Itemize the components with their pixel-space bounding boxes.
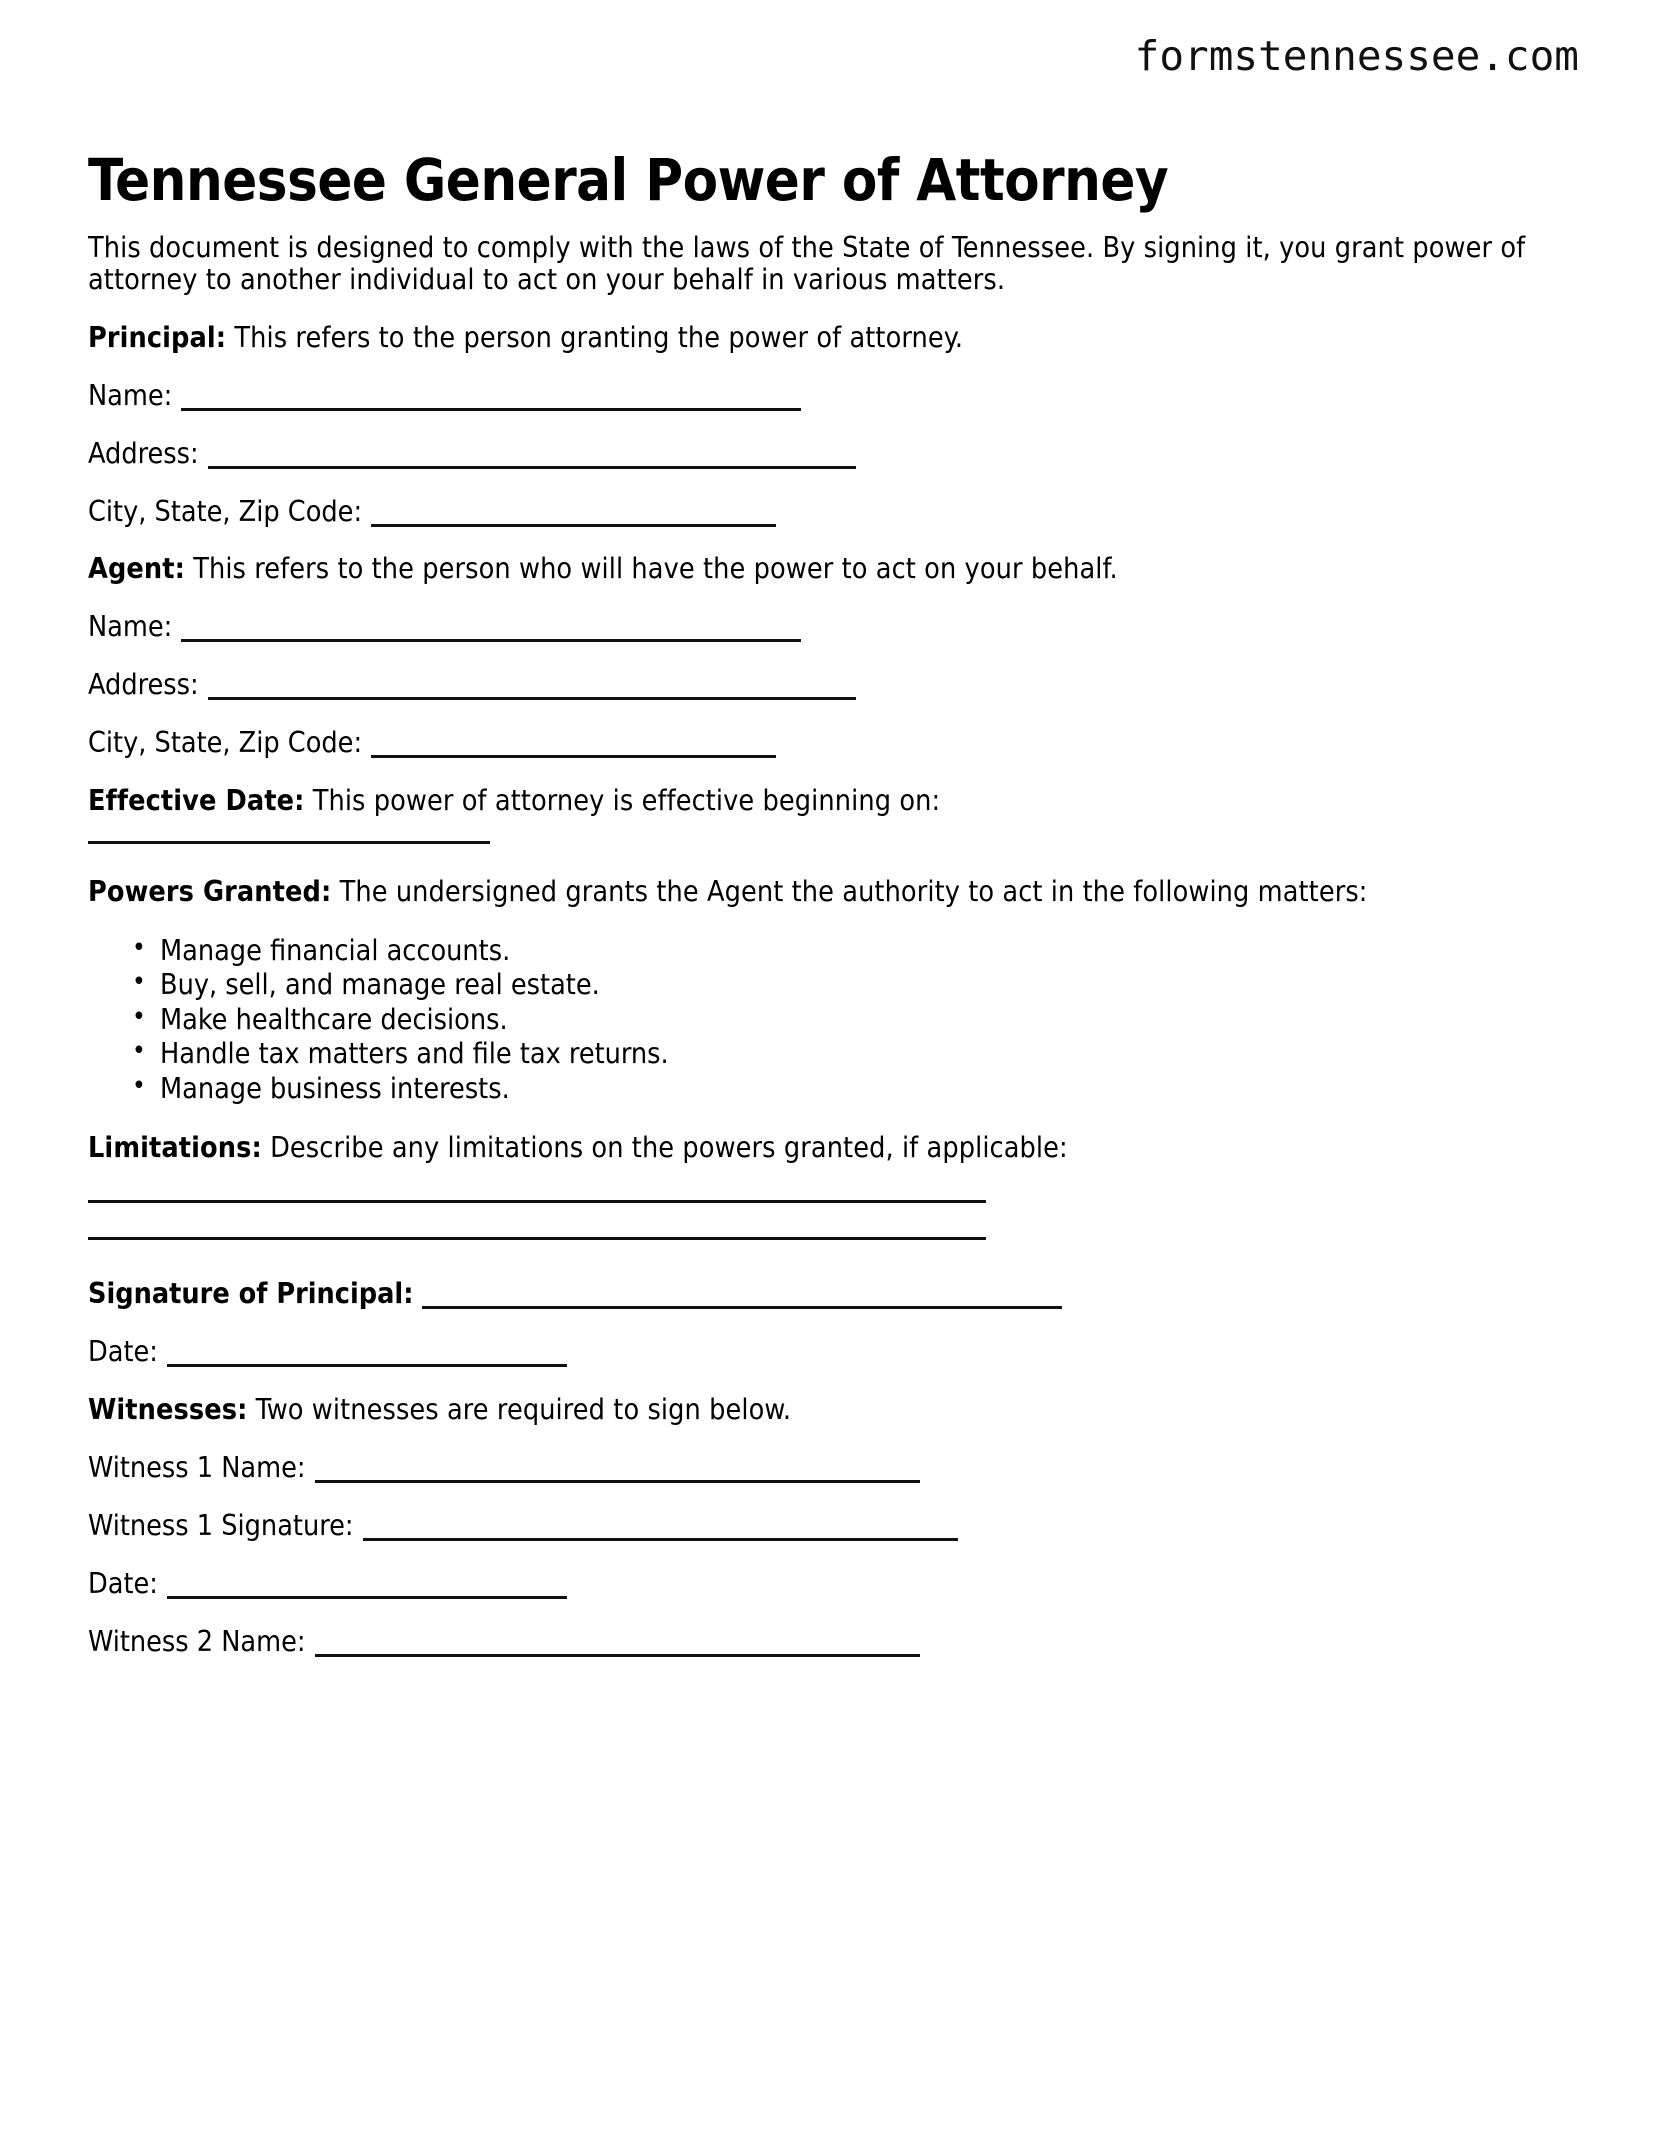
agent-citystatezip-input[interactable]	[371, 755, 776, 758]
limitations-line-1-input[interactable]	[88, 1200, 986, 1203]
powers-granted-heading-text: The undersigned grants the Agent the authority to act in the following matters:	[331, 874, 1368, 908]
principal-address-label: Address:	[88, 436, 199, 470]
agent-citystatezip-field	[88, 727, 1578, 759]
list-item: • Handle tax matters and file tax returns.	[160, 1037, 1578, 1071]
principal-name-label: Name:	[88, 378, 173, 412]
witness-1-date-label: Date:	[88, 1566, 158, 1600]
effective-date-heading	[88, 785, 1578, 817]
powers-granted-list	[88, 934, 1578, 1106]
document-body	[88, 232, 1578, 1684]
witnesses-heading	[88, 1394, 1578, 1426]
effective-date-input[interactable]	[88, 841, 490, 844]
witness-2-name-label: Witness 2 Name:	[88, 1624, 306, 1658]
intro-text: This document is designed to comply with the laws of the State of Tennessee. By signing it, you grant power of attorney to another individual to act on your behalf in various matters.	[88, 231, 1526, 296]
witness-1-date-field	[88, 1568, 1578, 1600]
principal-heading-text: This refers to the person granting the power of attorney.	[226, 320, 964, 354]
witness-1-name-field	[88, 1452, 1578, 1484]
agent-heading-text: This refers to the person who will have the power to act on your behalf.	[184, 552, 1118, 586]
effective-date-heading-text: This power of attorney is effective beginning on:	[304, 784, 941, 818]
agent-address-field	[88, 669, 1578, 701]
principal-citystatezip-field	[88, 496, 1578, 528]
limitations-heading-label: Limitations:	[88, 1131, 262, 1165]
agent-name-label: Name:	[88, 610, 173, 644]
principal-citystatezip-input[interactable]	[371, 524, 776, 527]
agent-heading	[88, 553, 1578, 585]
site-url-watermark: formstennessee.com	[1134, 32, 1579, 80]
witness-1-name-label: Witness 1 Name:	[88, 1450, 306, 1484]
limitations-heading-text: Describe any limitations on the powers granted, if applicable:	[261, 1131, 1068, 1165]
witness-2-name-input[interactable]	[315, 1654, 920, 1657]
principal-signature-input[interactable]	[422, 1306, 1062, 1309]
principal-heading	[88, 322, 1578, 354]
list-item: • Manage financial accounts.	[160, 934, 1578, 968]
principal-date-input[interactable]	[167, 1364, 567, 1367]
agent-heading-label: Agent:	[88, 552, 185, 586]
principal-signature-field	[88, 1278, 1578, 1310]
witness-1-signature-label: Witness 1 Signature:	[88, 1508, 354, 1542]
principal-signature-label: Signature of Principal:	[88, 1277, 414, 1311]
intro-paragraph	[88, 232, 1578, 296]
principal-date-label: Date:	[88, 1335, 158, 1369]
principal-name-input[interactable]	[181, 408, 801, 411]
agent-address-label: Address:	[88, 668, 199, 702]
effective-date-heading-label: Effective Date:	[88, 784, 305, 818]
witness-1-name-input[interactable]	[315, 1480, 920, 1483]
principal-address-input[interactable]	[208, 466, 856, 469]
witness-1-date-input[interactable]	[167, 1596, 567, 1599]
list-item: • Make healthcare decisions.	[160, 1003, 1578, 1037]
principal-heading-label: Principal:	[88, 320, 227, 354]
witnesses-heading-text: Two witnesses are required to sign below.	[247, 1393, 792, 1427]
list-item: • Buy, sell, and manage real estate.	[160, 968, 1578, 1002]
witness-2-name-field	[88, 1626, 1578, 1658]
powers-granted-heading	[88, 876, 1578, 908]
agent-address-input[interactable]	[208, 697, 856, 700]
principal-citystatezip-label: City, State, Zip Code:	[88, 494, 363, 528]
principal-name-field	[88, 380, 1578, 412]
page-title: Tennessee General Power of Attorney	[88, 145, 1169, 214]
principal-address-field	[88, 438, 1578, 470]
limitations-heading	[88, 1132, 1578, 1164]
agent-name-input[interactable]	[181, 639, 801, 642]
powers-granted-heading-label: Powers Granted:	[88, 874, 332, 908]
principal-date-field	[88, 1336, 1578, 1368]
witness-1-signature-field	[88, 1510, 1578, 1542]
limitations-line-2-input[interactable]	[88, 1237, 986, 1240]
agent-name-field	[88, 611, 1578, 643]
witnesses-heading-label: Witnesses:	[88, 1393, 248, 1427]
list-item: • Manage business interests.	[160, 1072, 1578, 1106]
agent-citystatezip-label: City, State, Zip Code:	[88, 726, 363, 760]
witness-1-signature-input[interactable]	[363, 1538, 958, 1541]
